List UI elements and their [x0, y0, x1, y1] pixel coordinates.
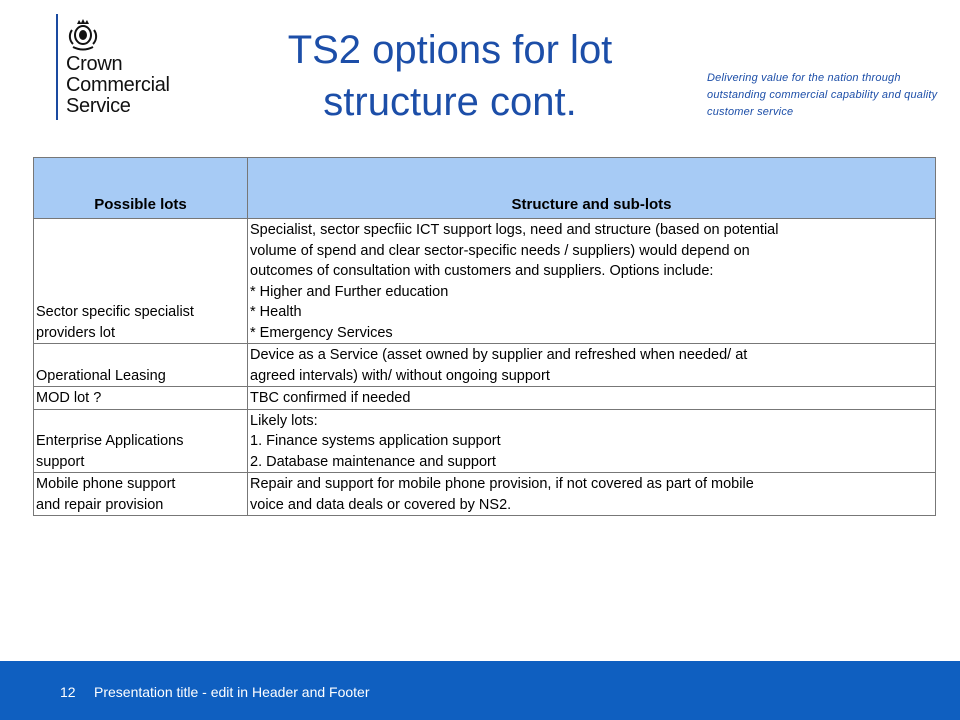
- slide-title: [230, 24, 670, 128]
- brand-tagline: Delivering value for the nation through outstanding commercial capability and quality customer service: [707, 72, 938, 118]
- cell-line: 2. Database maintenance and support: [250, 453, 496, 470]
- slide-title-line: TS2 options for lot: [287, 28, 613, 72]
- cell-line: * Health: [250, 304, 302, 320]
- cell-line: Enterprise Applications: [36, 433, 184, 449]
- lot-structure-table: [33, 157, 936, 516]
- cell-line: MOD lot ?: [36, 390, 102, 406]
- cell-line: support: [36, 453, 85, 470]
- cell-line: Operational Leasing: [36, 367, 166, 384]
- cell-line: outcomes of consultation with customers and suppliers. Options include:: [250, 263, 714, 279]
- logo-line: Commercial: [66, 74, 170, 96]
- cell-line: 1. Finance systems application support: [250, 433, 501, 449]
- slide-title-line: structure cont.: [323, 80, 577, 124]
- structure-cell: [248, 473, 936, 516]
- lot-name-cell: [34, 473, 248, 516]
- column-header-possible-lots: Possible lots: [34, 158, 248, 219]
- page-number: 12: [60, 684, 76, 700]
- structure-cell: [248, 387, 936, 410]
- cell-line: agreed intervals) with/ without ongoing support: [250, 367, 550, 384]
- table-row: [34, 409, 936, 473]
- lot-name-cell: [34, 387, 248, 410]
- structure-cell: [248, 344, 936, 387]
- logo-wordmark: [66, 54, 170, 117]
- slide-footer: [0, 661, 960, 720]
- cell-line: * Higher and Further education: [250, 283, 449, 300]
- table-row: [34, 344, 936, 387]
- cell-line: and repair provision: [36, 496, 164, 513]
- lot-name-cell: [34, 409, 248, 473]
- cell-line: TBC confirmed if needed: [250, 390, 411, 406]
- cell-line: voice and data deals or covered by NS2.: [250, 496, 512, 513]
- cell-line: volume of spend and clear sector-specific needs / suppliers) would depend on: [250, 242, 750, 259]
- lot-name-cell: [34, 219, 248, 344]
- royal-crest-icon: [66, 18, 100, 52]
- logo-divider: [56, 14, 58, 120]
- cell-line: Likely lots:: [250, 412, 318, 429]
- footer-text: Presentation title - edit in Header and Footer: [94, 684, 370, 700]
- logo-line: Crown: [66, 53, 123, 75]
- column-header-structure: Structure and sub-lots: [248, 158, 936, 219]
- table-row: [34, 219, 936, 344]
- structure-cell: [248, 219, 936, 344]
- table-row: [34, 387, 936, 410]
- cell-line: Mobile phone support: [36, 476, 176, 492]
- cell-line: Sector specific specialist: [36, 304, 194, 320]
- logo-line: Service: [66, 95, 131, 117]
- lot-name-cell: [34, 344, 248, 387]
- structure-cell: [248, 409, 936, 473]
- table-header-row: [34, 158, 936, 219]
- cell-line: Device as a Service (asset owned by supplier and refreshed when needed/ at: [250, 347, 748, 363]
- cell-line: Repair and support for mobile phone provision, if not covered as part of mobile: [250, 476, 754, 492]
- cell-line: providers lot: [36, 324, 115, 341]
- cell-line: Specialist, sector specfiic ICT support logs, need and structure (based on potential: [250, 222, 779, 238]
- crown-commercial-service-logo: [56, 14, 196, 120]
- cell-line: * Emergency Services: [250, 324, 393, 341]
- table-row: [34, 473, 936, 516]
